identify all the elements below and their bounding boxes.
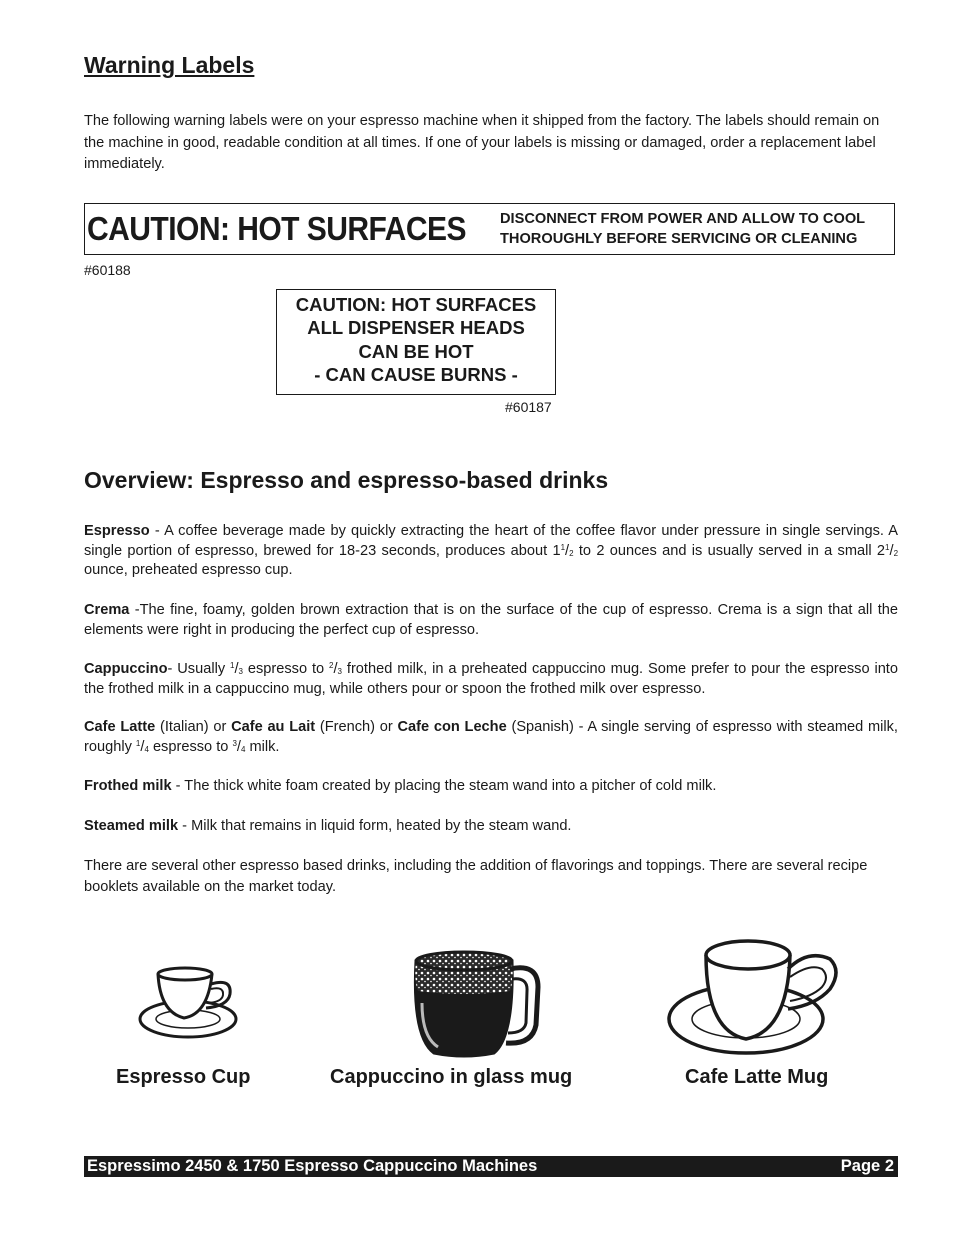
fraction-numerator: 1	[230, 661, 235, 670]
fraction-denominator: 2	[893, 548, 899, 558]
espresso-definition: Espresso - A coffee beverage made by quickly extracting the heart of the coffee flavor under pressure in single servings. A single portion of espresso, brewed for 18-23 seconds, produces about $1^1/2$ to 2 ounces and is usually served in a small $2^1/2$ ounce, preheated espresso cup.	[84, 523, 899, 579]
cafe-con-leche-term: Cafe con Leche	[397, 719, 507, 735]
cappuccino-definition: Cappuccino- Usually $^1$/3 espresso to $^2$/3 frothed milk, in a preheated cappuccino mug. Some prefer to pour the espresso into the frothed milk in a cappuccino mug, while others pour or spoon the frothed milk over espresso.	[84, 661, 898, 697]
cappuccino-mug-caption: Cappuccino in glass mug	[330, 1066, 573, 1088]
label2-line-3: CAN BE HOT	[358, 340, 474, 362]
cafe-au-lait-term: Cafe au Lait	[231, 719, 316, 735]
fraction-numerator: 2	[329, 661, 334, 670]
fraction-numerator: 1	[560, 542, 566, 552]
footer-title: Espressimo 2450 & 1750 Espresso Cappuccino Machines	[87, 1157, 538, 1175]
fraction-denominator: 2	[569, 548, 574, 558]
latte-text-2: (French) or	[315, 719, 398, 735]
latte-text-1: (Italian) or	[155, 719, 232, 735]
steamed-milk-term: Steamed milk	[84, 818, 179, 834]
footer-page-number: Page 2	[840, 1157, 894, 1175]
label1-instruction-line-2: THOROUGHLY BEFORE SERVICING OR CLEANING	[500, 230, 858, 247]
warning-intro-paragraph: The following warning labels were on your espresso machine when it shipped from the factory. The labels should remain on the machine in good, readable condition at all times. If one of your labels is missing or damaged, order a replacement label immediately.	[84, 113, 880, 172]
cappuccino-text-1: - Usually	[167, 661, 230, 677]
latte-text-5: milk.	[245, 738, 280, 755]
cafe-latte-term: Cafe Latte	[84, 719, 156, 735]
label1-instruction-line-1: DISCONNECT FROM POWER AND ALLOW TO COOL	[500, 211, 866, 227]
hot-surfaces-label-60188	[84, 203, 895, 255]
label2-line-4: - CAN CAUSE BURNS -	[314, 364, 518, 386]
cappuccino-text-2: espresso to	[242, 661, 330, 677]
overview-heading: Overview: Espresso and espresso-based drinks	[84, 467, 609, 493]
label2-line-1: CAUTION: HOT SURFACES	[295, 294, 537, 315]
fraction-numerator: 1	[885, 542, 890, 552]
espresso-term: Espresso	[84, 523, 150, 539]
cafe-latte-mug-icon	[666, 935, 844, 1059]
page-footer	[84, 1156, 898, 1177]
espresso-cup-icon	[136, 962, 242, 1042]
frothed-milk-term: Frothed milk	[84, 778, 172, 794]
frothed-milk-text: - The thick white foam created by placing the steam wand into a pitcher of cold milk.	[171, 778, 717, 794]
fraction-denominator: 3	[238, 667, 243, 676]
cappuccino-glass-mug-icon	[408, 947, 544, 1059]
latte-text-4: espresso to	[148, 738, 233, 755]
cafe-latte-definition: Cafe Latte (Italian) or Cafe au Lait (French) or Cafe con Leche (Spanish) - A single serving of espresso with steamed milk, roughly $^1$/4 espresso to $^3$/4 milk.	[84, 719, 898, 755]
steamed-milk-text: - Milk that remains in liquid form, heated by the steam wand.	[178, 818, 572, 834]
latte-mug-caption: Cafe Latte Mug	[685, 1066, 829, 1088]
fraction-numerator: 1	[135, 738, 141, 748]
espresso-text-3: ounce, preheated espresso cup.	[84, 562, 293, 579]
espresso-text-2: to 2 ounces and is usually served in a small 2	[573, 542, 886, 559]
steamed-milk-definition	[84, 817, 898, 837]
crema-definition	[84, 601, 898, 640]
cappuccino-text-3: frothed milk, in a preheated cappuccino mug. Some prefer to pour the espresso into the frothed milk in a cappuccino mug, while others pour or spoon the frothed milk over espresso.	[84, 661, 898, 697]
crema-term: Crema	[84, 602, 130, 618]
fraction-denominator: 4	[144, 744, 149, 754]
frothed-milk-definition	[84, 777, 898, 797]
label2-line-2: ALL DISPENSER HEADS	[307, 317, 525, 339]
label1-caution-text: CAUTION: HOT SURFACES	[87, 210, 466, 247]
crema-text: -The fine, foamy, golden brown extraction that is on the surface of the cup of espresso. Crema is a sign that all the elements were right in producing the perfect cup of espresso.	[84, 602, 898, 638]
espresso-text-1: - A coffee beverage made by quickly extracting the heart of the coffee flavor under pressure in single servings. A single portion of espresso, brewed for 18-23 seconds, produces about 1	[84, 523, 898, 559]
part-number-60188: #60188	[84, 262, 131, 278]
fraction-denominator: 3	[337, 667, 342, 676]
closing-paragraph: There are several other espresso based drinks, including the addition of flavorings and toppings. There are several recipe booklets available on the market today.	[84, 858, 868, 895]
fraction-numerator: 3	[232, 738, 237, 748]
warning-labels-heading: Warning Labels	[84, 52, 255, 78]
fraction-denominator: 4	[240, 744, 246, 754]
espresso-cup-caption: Espresso Cup	[116, 1066, 251, 1088]
part-number-60187: #60187	[505, 399, 552, 415]
label1-instructions	[500, 210, 865, 249]
latte-text-3: (Spanish) - A single serving of espresso with steamed milk, roughly	[84, 719, 898, 755]
cappuccino-term: Cappuccino	[84, 661, 168, 677]
dispenser-heads-label-60187	[276, 289, 556, 395]
